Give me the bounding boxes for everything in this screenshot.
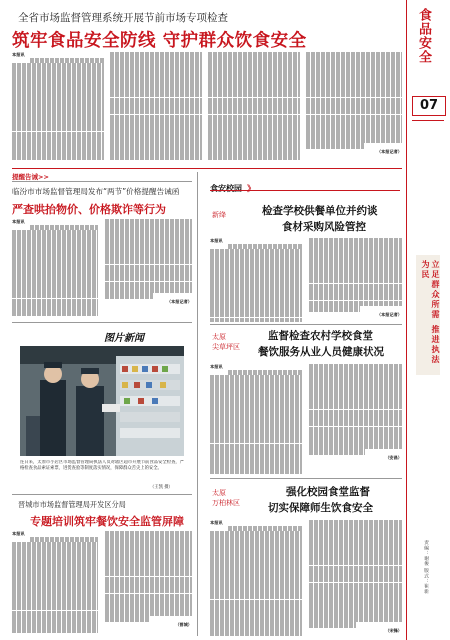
lead-title: 筑牢食品安全防线 守护群众饮食安全: [12, 31, 307, 51]
brief-byline: 本报讯: [12, 219, 25, 224]
campus2-place-2: 尖草坪区: [212, 343, 240, 351]
photo-caption: 连日来，太原市小店区市场监督管理局执法人员对辖区超市开展节前食品安全检查，严格检查食品索证索票、进货查验等制度落实情况，保障群众舌尖上的安全。: [20, 460, 184, 471]
campus3-source: （宋锋）: [385, 628, 402, 634]
train-title: 专题培训筑牢餐饮安全监管屏障: [30, 515, 184, 528]
train-byline: 本报讯: [12, 531, 25, 536]
train-source: （晋城）: [175, 622, 192, 627]
campus1-byline: 本报讯: [210, 238, 223, 243]
campus2-byline: 本报讯: [210, 364, 223, 369]
brief-title: 严查哄抬物价、价格欺诈等行为: [12, 203, 166, 216]
lead-body: [12, 52, 402, 162]
photo-news-label-box: [104, 326, 164, 344]
train-body: [12, 531, 192, 636]
brief-label: 提醒告诫>>: [12, 173, 49, 181]
photo-news-label: 图片新闻: [104, 333, 144, 344]
page-number: 07: [419, 98, 439, 113]
campus2-source: （安昌）: [385, 455, 402, 460]
campus-column-header: [210, 176, 400, 193]
campus1-title-2: 食材采购风险管控: [282, 221, 366, 233]
campus1-title-1: 检查学校供餐单位并约谈: [262, 205, 378, 217]
masthead: [406, 0, 450, 640]
campus3-place-2: 万柏林区: [212, 499, 240, 507]
brief-source: （本报记者）: [166, 298, 192, 304]
campus3-body: [210, 520, 402, 636]
slogan-text: 立足群众所需 推进执法为民: [421, 260, 440, 365]
page-number-box: [412, 96, 446, 116]
campus1-source: （本报记者）: [376, 311, 402, 317]
train-kicker: 晋城市市场监督管理局开发区分局: [18, 500, 126, 509]
supermarket-inspection-photo: [20, 346, 184, 456]
campus3-byline: 本报讯: [210, 520, 223, 525]
editor-line: 责编：谢俊 版式：崔新: [423, 540, 428, 594]
campus3-title-1: 强化校园食堂监督: [286, 486, 370, 498]
campus3-place-1: 太原: [212, 489, 226, 497]
campus1-body: [210, 238, 402, 322]
campus1-place: 新绛: [212, 211, 226, 219]
campus3-title-2: 切实保障师生饮食安全: [268, 502, 373, 514]
lead-kicker: 全省市场监督管理系统开展节前市场专项检查: [18, 12, 228, 24]
lead-source: （本报记者）: [376, 148, 402, 154]
campus2-body: [210, 364, 402, 474]
campus2-title-1: 监督检查农村学校食堂: [268, 330, 373, 342]
photo-credit: （王凯 摄）: [150, 485, 173, 490]
brief-body: [12, 219, 192, 319]
section-title: 食品安全: [416, 8, 431, 64]
lead-byline: 本报讯: [12, 52, 25, 57]
campus-column-arrow: 》: [247, 184, 256, 193]
campus2-title-2: 餐饮服务从业人员健康状况: [258, 346, 384, 358]
brief-kicker: 临汾市市场监督管理局发布“两节”价格提醒告诫函: [12, 187, 180, 196]
news-photo: [20, 346, 184, 456]
campus2-place-1: 太原: [212, 333, 226, 341]
campus-column-label: 食安校园: [210, 184, 242, 193]
